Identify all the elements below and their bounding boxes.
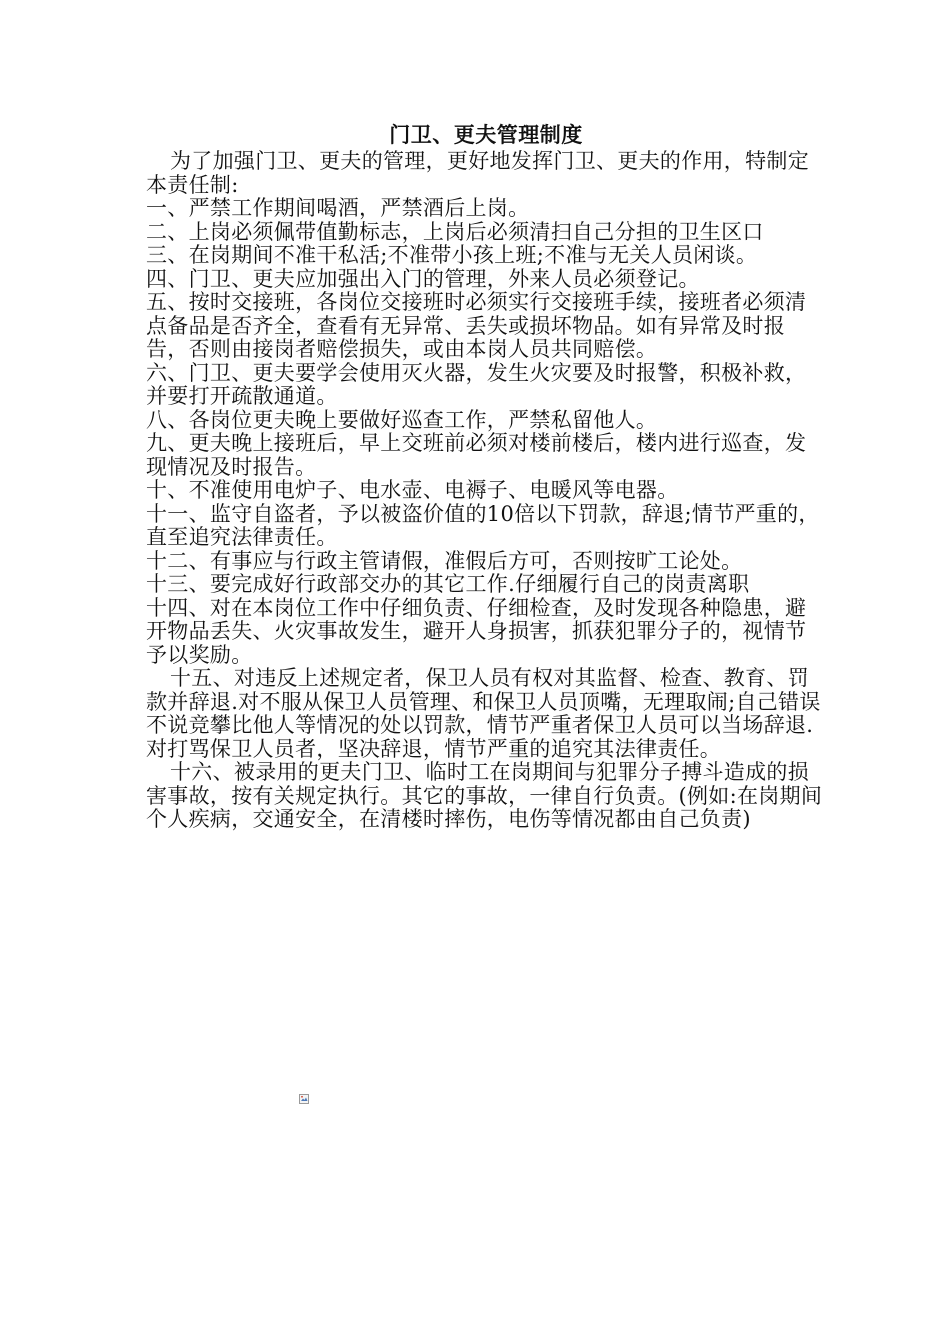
paragraph-rule-15: 十五、对违反上述规定者，保卫人员有权对其监督、检查、教育、罚款并辞退.对不服从保卫人员管理、和保卫人员顶嘴，无理取闹;自己错误不说竞攀比他人等情况的处以罚款，情节严重者保卫人员可以当场辞退.对打骂保卫人员者，坚决辞退，情节严重的追究其法律责任。 xyxy=(146,666,821,761)
paragraph-rule-5: 五、按时交接班，各岗位交接班时必须实行交接班手续，接班者必须清点备品是否齐全，查看有无异常、丢失或损坏物品。如有异常及时报告，否则由接岗者赔偿损失，或由本岗人员共同赔偿。 xyxy=(146,290,807,361)
broken-image-icon xyxy=(299,1094,309,1104)
paragraph-rule-11: 十一、监守自盗者，予以被盗价值的10倍以下罚款，辞退;情节严重的，直至追究法律责任。 xyxy=(146,501,820,549)
paragraph-rule-3: 三、在岗期间不准干私活;不准带小孩上班;不准与无关人员闲谈。 xyxy=(146,243,758,267)
paragraph-rule-16: 十六、被录用的更夫门卫、临时工在岗期间与犯罪分子搏斗造成的损害事故，按有关规定执行。其它的事故，一律自行负责。(例如:在岗期间个人疾病，交通安全，在清楼时摔伤，电伤等情况都由自己负责) xyxy=(146,760,823,831)
paragraph-rule-6: 六、门卫、更夫要学会使用灭火器，发生火灾要及时报警，积极补救，并要打开疏散通道。 xyxy=(146,360,807,408)
document-title: 门卫、更夫管理制度 xyxy=(389,122,583,147)
paragraph-rule-1: 一、严禁工作期间喝酒，严禁酒后上岗。 xyxy=(146,196,530,220)
paragraph-rule-9: 九、更夫晚上接班后，早上交班前必须对楼前楼后，楼内进行巡查，发现情况及时报告。 xyxy=(146,431,807,479)
paragraph-rule-14: 十四、对在本岗位工作中仔细负责、仔细检查，及时发现各种隐患，避开物品丢失、火灾事故发生，避开人身损害，抓获犯罪分子的，视情节予以奖励。 xyxy=(146,595,807,667)
document-body xyxy=(146,120,826,832)
paragraph-rule-13: 十三、要完成好行政部交办的其它工作.仔细履行自己的岗责离职 xyxy=(146,572,750,596)
paragraph-intro: 为了加强门卫、更夫的管理，更好地发挥门卫、更夫的作用，特制定本责任制: xyxy=(146,149,809,197)
paragraph-rule-4: 四、门卫、更夫应加强出入门的管理，外来人员必须登记。 xyxy=(146,266,700,291)
paragraph-rule-8: 八、各岗位更夫晚上要做好巡查工作，严禁私留他人。 xyxy=(146,407,658,432)
paragraph-rule-12: 十二、有事应与行政主管请假，准假后方可，否则按旷工论处。 xyxy=(146,548,743,573)
paragraph-rule-10: 十、不准使用电炉子、电水壶、电褥子、电暖风等电器。 xyxy=(146,478,679,502)
paragraph-rule-2: 二、上岗必须佩带值勤标志，上岗后必须清扫自己分担的卫生区口 xyxy=(146,219,764,244)
